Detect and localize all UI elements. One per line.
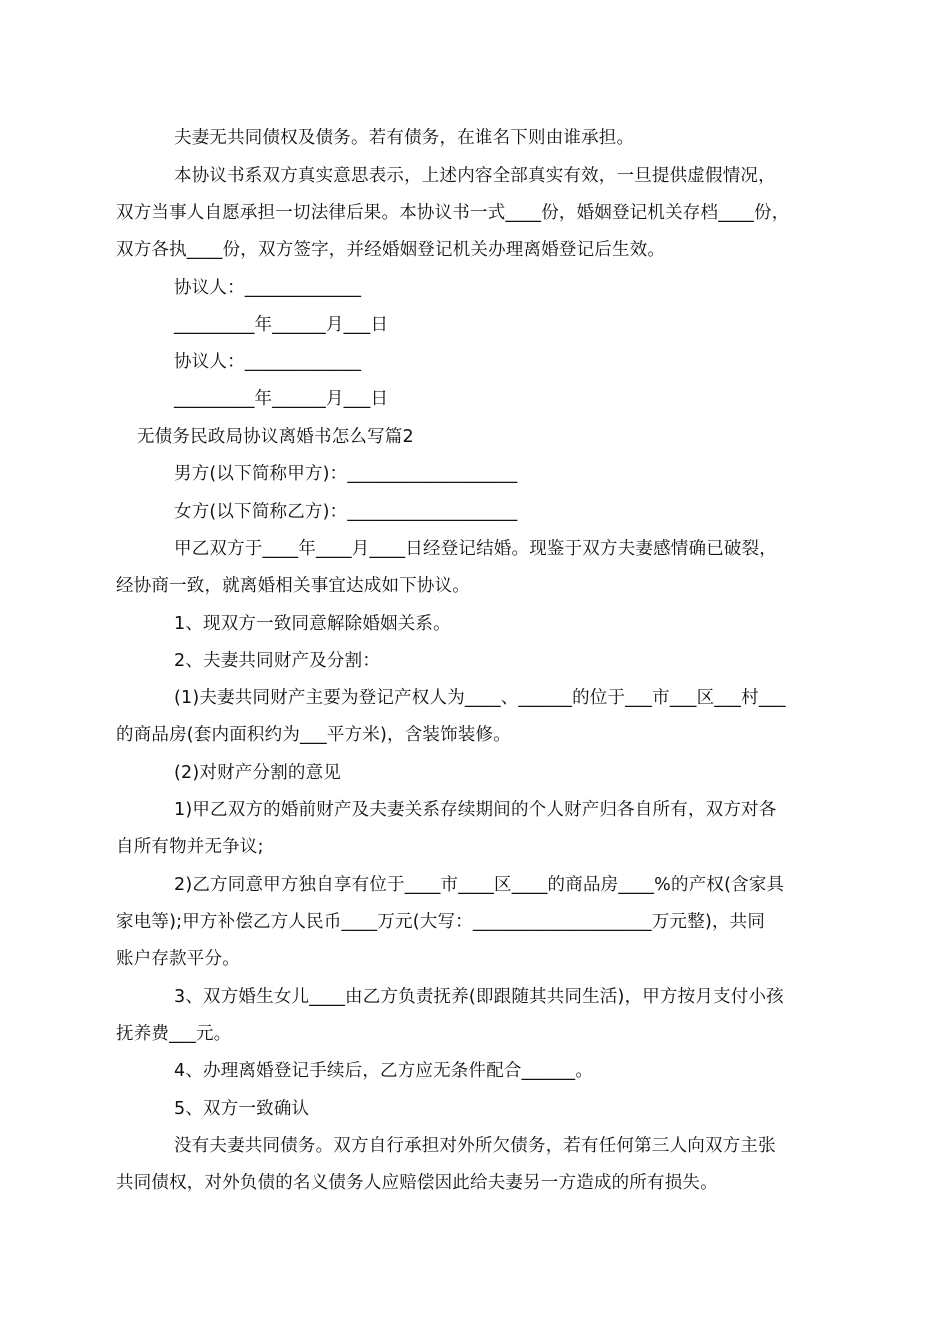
text-line-25: 抚养费___元。 (116, 1024, 232, 1044)
clause-2: 2、夫妻共同财产及分割： (174, 651, 381, 671)
text-line-22: 家电等);甲方补偿乙方人民币____万元(大写：____________________万元整)，共同 (116, 912, 766, 932)
date-line-1: _________年______月___日 (174, 315, 389, 335)
text-line-2: 本协议书系双方真实意思表示，上述内容全部真实有效，一旦提供虚假情况， (174, 166, 776, 186)
text-line-16: (1)夫妻共同财产主要为登记产权人为____、______的位于___市___区___村___ (174, 688, 786, 708)
text-line-3: 双方当事人自愿承担一切法律后果。本协议书一式____份，婚姻登记机关存档____份， (116, 203, 790, 223)
text-line-17: 的商品房(套内面积约为___平方米)，含装饰装修。 (116, 725, 511, 745)
text-line-4: 双方各执____份，双方签字，并经婚姻登记机关办理离婚登记后生效。 (116, 240, 666, 260)
clause-3: 3、双方婚生女儿____由乙方负责抚养(即跟随其共同生活)，甲方按月支付小孩 (174, 987, 784, 1007)
female-party-line: 女方(以下简称乙方)：___________________ (174, 502, 518, 522)
text-line-12: 甲乙双方于____年____月____日经登记结婚。现鉴于双方夫妻感情确已破裂， (174, 539, 777, 559)
clause-1: 1、现双方一致同意解除婚姻关系。 (174, 614, 451, 634)
text-line-21: 2)乙方同意甲方独自享有位于____市____区____的商品房____%的产权(含家具 (174, 875, 785, 895)
text-line-20: 自所有物并无争议; (116, 837, 264, 857)
signatory-line-2: 协议人：_____________ (174, 352, 362, 372)
section-title: 无债务民政局协议离婚书怎么写篇2 (137, 427, 414, 447)
text-line-1: 夫妻无共同债权及债务。若有债务，在谁名下则由谁承担。 (174, 128, 635, 148)
signatory-line-1: 协议人：_____________ (174, 278, 362, 298)
male-party-line: 男方(以下简称甲方)：___________________ (174, 464, 518, 484)
subclause-2: (2)对财产分割的意见 (174, 763, 341, 783)
text-line-23: 账户存款平分。 (116, 949, 240, 969)
text-line-29: 共同债权，对外负债的名义债务人应赔偿因此给夫妻另一方造成的所有损失。 (116, 1173, 718, 1193)
text-line-13: 经协商一致，就离婚相关事宜达成如下协议。 (116, 576, 470, 596)
date-line-2: _________年______月___日 (174, 389, 389, 409)
text-line-19: 1)甲乙双方的婚前财产及夫妻关系存续期间的个人财产归各自所有，双方对各 (174, 800, 777, 820)
clause-5: 5、双方一致确认 (174, 1099, 310, 1119)
text-line-28: 没有夫妻共同债务。双方自行承担对外所欠债务，若有任何第三人向双方主张 (174, 1136, 776, 1156)
clause-4: 4、办理离婚登记手续后，乙方应无条件配合______。 (174, 1061, 594, 1081)
